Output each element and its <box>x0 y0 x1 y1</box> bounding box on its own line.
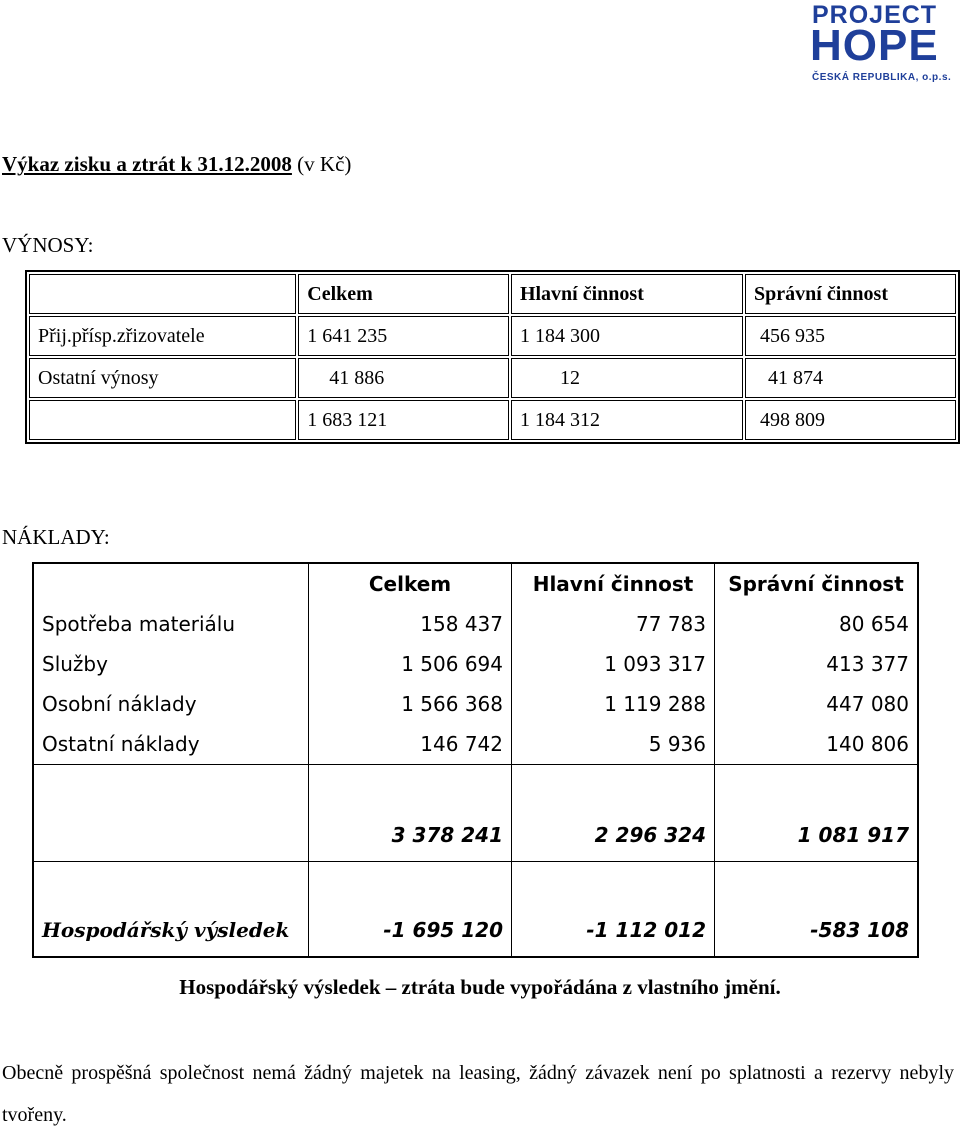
table-cell: 498 809 <box>745 400 956 440</box>
table-cell: 1 119 288 <box>512 684 715 724</box>
table-cell: 1 683 121 <box>298 400 509 440</box>
costs-label: NÁKLADY: <box>2 525 110 549</box>
header-cell: Správní činnost <box>728 572 904 596</box>
table-row <box>29 358 956 398</box>
title-main: Výkaz zisku a ztrát k 31.12.2008 <box>2 152 292 176</box>
table-row-total <box>29 400 956 440</box>
logo-line-1: PROJECT <box>812 2 938 29</box>
row-label: Přij.přísp.zřizovatele <box>29 316 296 356</box>
table-cell: 456 935 <box>745 316 956 356</box>
revenue-label: VÝNOSY: <box>2 233 94 257</box>
header-cell: Hlavní činnost <box>511 274 743 314</box>
logo-line-3: ČESKÁ REPUBLIKA, o.p.s. <box>812 72 952 83</box>
header-cell <box>33 563 309 604</box>
table-cell: 158 437 <box>309 604 512 644</box>
row-label: Služby <box>33 644 309 684</box>
table-row <box>29 316 956 356</box>
revenue-table <box>25 270 960 444</box>
table-cell: -1 112 012 <box>512 862 715 958</box>
table-row <box>33 604 918 644</box>
header-cell <box>29 274 296 314</box>
table-cell: 1 566 368 <box>309 684 512 724</box>
table-row-result <box>33 862 918 958</box>
table-cell: 1 081 917 <box>715 765 919 862</box>
table-cell: 12 <box>511 358 743 398</box>
table-cell: 140 806 <box>826 732 909 756</box>
table-cell: 146 742 <box>309 724 512 765</box>
row-label <box>29 400 296 440</box>
table-row <box>33 724 918 765</box>
table-cell: 1 093 317 <box>512 644 715 684</box>
table-cell: 3 378 241 <box>309 765 512 862</box>
table-cell: -1 695 120 <box>309 862 512 958</box>
table-row <box>33 684 918 724</box>
result-note: Hospodářský výsledek – ztráta bude vypořádána z vlastního jmění. <box>179 975 781 999</box>
project-hope-logo <box>808 2 958 86</box>
table-cell: 1 506 694 <box>309 644 512 684</box>
header-cell: Hlavní činnost <box>512 563 715 604</box>
costs-table <box>32 562 919 958</box>
row-label: Ostatní výnosy <box>29 358 296 398</box>
page-title <box>2 152 351 177</box>
table-cell: -583 108 <box>715 862 919 958</box>
table-cell: 77 783 <box>512 604 715 644</box>
table-cell: 1 184 312 <box>511 400 743 440</box>
logo-line-2: HOPE <box>810 21 939 70</box>
row-label: Osobní náklady <box>33 684 309 724</box>
table-row-total <box>33 765 918 862</box>
row-label: Ostatní náklady <box>33 724 309 765</box>
title-unit: (v Kč) <box>297 152 352 176</box>
row-label <box>33 765 309 862</box>
table-header-row <box>29 274 956 314</box>
table-cell: 41 874 <box>745 358 956 398</box>
table-cell: 447 080 <box>826 692 909 716</box>
row-label: Spotřeba materiálu <box>33 604 309 644</box>
header-cell: Správní činnost <box>745 274 956 314</box>
table-cell: 80 654 <box>839 612 909 636</box>
header-cell: Celkem <box>298 274 509 314</box>
table-cell: 5 936 <box>512 724 715 765</box>
table-cell: 413 377 <box>826 652 909 676</box>
table-cell: 1 184 300 <box>511 316 743 356</box>
closing-paragraph: Obecně prospěšná společnost nemá žádný majetek na leasing, žádný závazek není po splatnosti a rezervy nebyly tvořeny. <box>2 1062 954 1126</box>
row-label: Hospodářský výsledek <box>33 862 309 958</box>
table-cell: 1 641 235 <box>298 316 509 356</box>
table-cell: 2 296 324 <box>512 765 715 862</box>
table-header-row <box>33 563 918 604</box>
table-cell: 41 886 <box>298 358 509 398</box>
header-cell: Celkem <box>309 563 512 604</box>
table-row <box>33 644 918 684</box>
